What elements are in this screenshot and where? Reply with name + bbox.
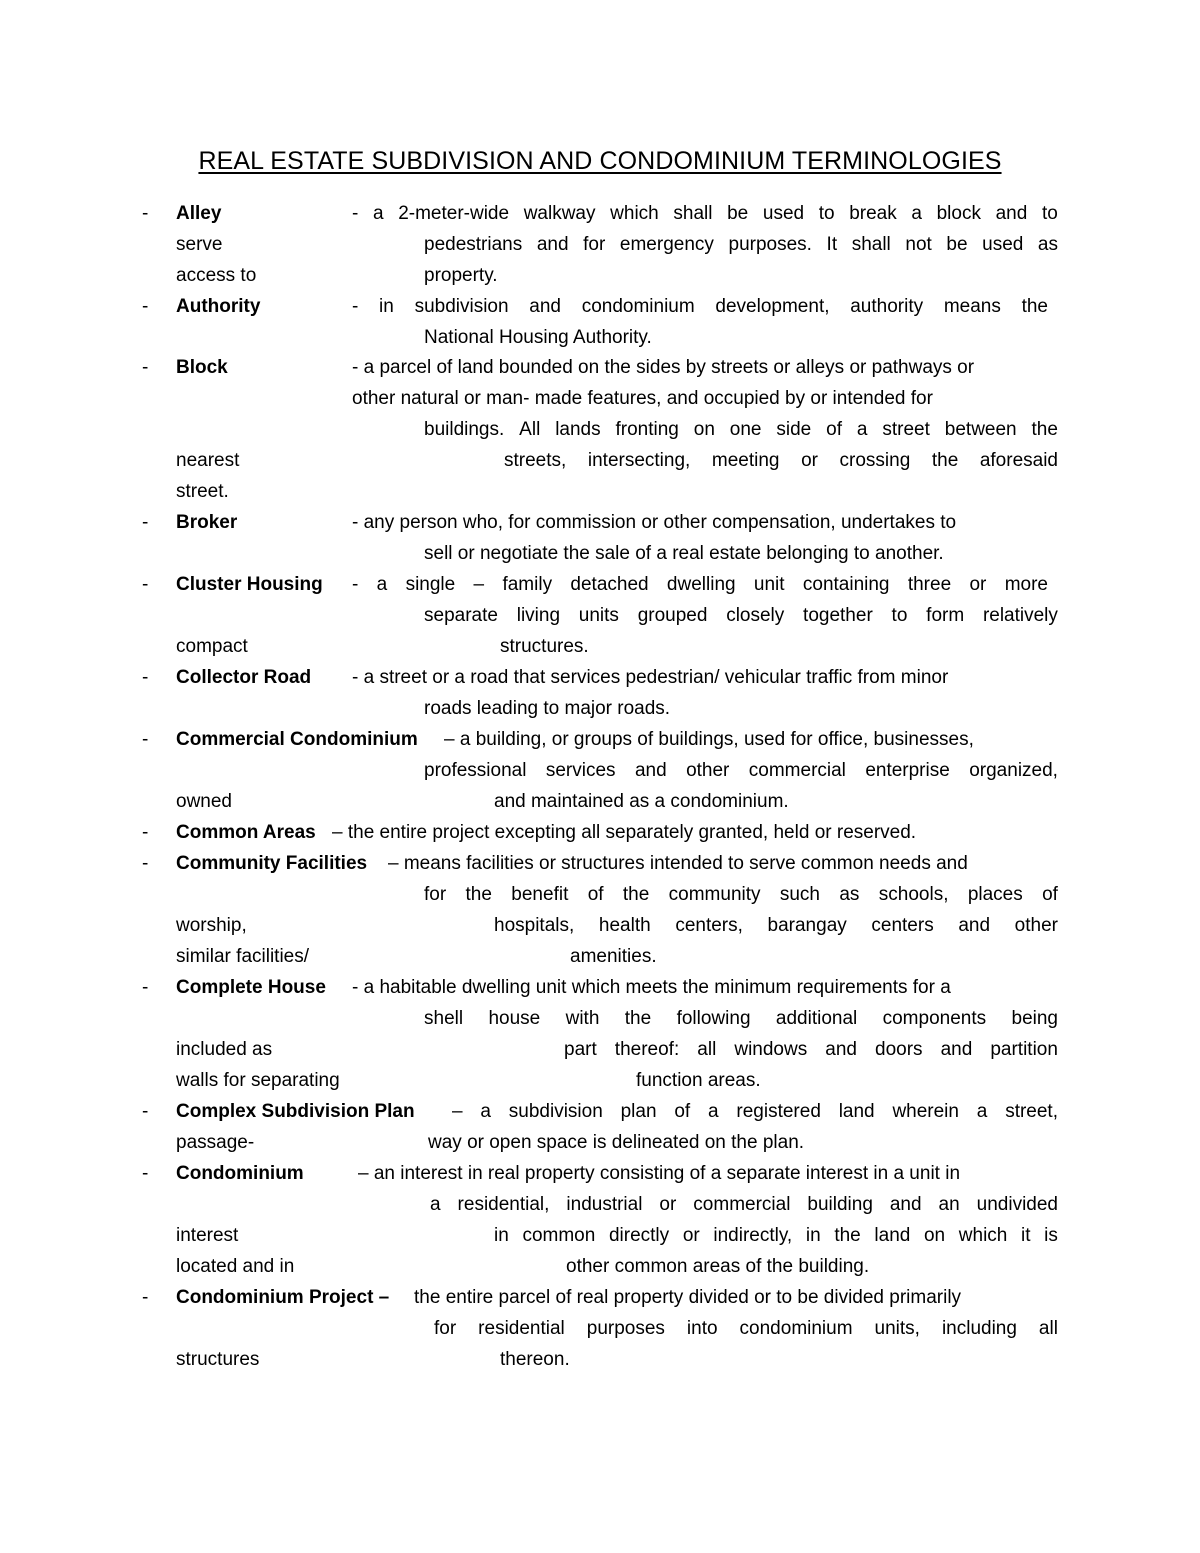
- definition-line: other natural or man- made features, and occupied by or intended for: [352, 388, 933, 409]
- definition-line: buildings. All lands fronting on one side of a street between the: [424, 419, 1058, 440]
- bullet-dash: -: [142, 853, 149, 874]
- definition-line: nearest: [176, 450, 240, 471]
- definition-line: professional services and other commercial enterprise organized,: [424, 760, 1058, 781]
- page-title: REAL ESTATE SUBDIVISION AND CONDOMINIUM TERMINOLOGIES: [198, 147, 1002, 175]
- bullet-dash: -: [142, 1101, 149, 1122]
- bullet-dash: -: [142, 822, 149, 843]
- definition-line: and maintained as a condominium.: [494, 791, 789, 812]
- term: Complex Subdivision Plan: [176, 1101, 415, 1122]
- definition-line: – a building, or groups of buildings, used for office, businesses,: [444, 729, 974, 750]
- bullet-dash: -: [142, 512, 149, 533]
- definition-line: – a subdivision plan of a registered land wherein a street,: [452, 1101, 1058, 1122]
- definition-line: passage-: [176, 1132, 255, 1153]
- definition-line: - a parcel of land bounded on the sides by streets or alleys or pathways or: [352, 357, 975, 378]
- term: Condominium Project –: [176, 1287, 390, 1308]
- definition-line: pedestrians and for emergency purposes. It shall not be used as: [424, 234, 1058, 255]
- definition-line: part thereof: all windows and doors and partition: [564, 1039, 1058, 1060]
- definition-line: structures.: [500, 636, 589, 657]
- definition-line: amenities.: [570, 946, 657, 967]
- definition-line: the entire parcel of real property divided or to be divided primarily: [414, 1287, 962, 1308]
- definition-line: - a street or a road that services pedestrian/ vehicular traffic from minor: [352, 667, 949, 688]
- definition-line: structures: [176, 1349, 260, 1370]
- definition-line: access to: [176, 265, 257, 286]
- definition-line: - any person who, for commission or other compensation, undertakes to: [352, 512, 957, 533]
- definition-line: similar facilities/: [176, 946, 310, 967]
- term: Collector Road: [176, 667, 312, 688]
- definition-line: sell or negotiate the sale of a real estate belonging to another.: [424, 543, 944, 564]
- definition-line: – an interest in real property consisting of a separate interest in a unit in: [358, 1163, 961, 1184]
- bullet-dash: -: [142, 1163, 149, 1184]
- definition-line: – the entire project excepting all separately granted, held or reserved.: [332, 822, 917, 843]
- term: Broker: [176, 512, 238, 533]
- definition-line: National Housing Authority.: [424, 327, 652, 348]
- bullet-dash: -: [142, 203, 149, 224]
- bullet-dash: -: [142, 977, 149, 998]
- bullet-dash: -: [142, 729, 149, 750]
- definition-line: in common directly or indirectly, in the land on which it is: [494, 1225, 1058, 1246]
- definition-line: interest: [176, 1225, 239, 1246]
- term: Common Areas: [176, 822, 316, 843]
- bullet-dash: -: [142, 296, 149, 317]
- term: Condominium: [176, 1163, 304, 1184]
- definition-line: - a 2-meter-wide walkway which shall be used to break a block and to: [352, 203, 1058, 224]
- definition-line: other common areas of the building.: [566, 1256, 870, 1277]
- bullet-dash: -: [142, 574, 149, 595]
- definition-line: - a habitable dwelling unit which meets the minimum requirements for a: [352, 977, 951, 998]
- definition-line: way or open space is delineated on the plan.: [428, 1132, 805, 1153]
- definition-line: separate living units grouped closely together to form relatively: [424, 605, 1058, 626]
- term: Block: [176, 357, 228, 378]
- definition-line: included as: [176, 1039, 273, 1060]
- bullet-dash: -: [142, 1287, 149, 1308]
- definition-line: – means facilities or structures intended to serve common needs and: [388, 853, 968, 874]
- definition-line: owned: [176, 791, 232, 812]
- term: Community Facilities: [176, 853, 368, 874]
- term: Commercial Condominium: [176, 729, 418, 750]
- bullet-dash: -: [142, 357, 149, 378]
- definition-line: function areas.: [636, 1070, 761, 1091]
- term: Cluster Housing: [176, 574, 323, 595]
- definition-line: roads leading to major roads.: [424, 698, 671, 719]
- definition-line: - a single – family detached dwelling unit containing three or more: [352, 574, 1048, 595]
- definition-line: for the benefit of the community such as schools, places of: [424, 884, 1058, 905]
- definition-line: street.: [176, 481, 229, 502]
- definition-line: walls for separating: [176, 1070, 340, 1091]
- definition-line: for residential purposes into condominium units, including all: [434, 1318, 1058, 1339]
- definition-line: serve: [176, 234, 223, 255]
- term: Authority: [176, 296, 261, 317]
- definition-line: shell house with the following additional components being: [424, 1008, 1058, 1029]
- definition-line: a residential, industrial or commercial building and an undivided: [430, 1194, 1058, 1215]
- definition-line: thereon.: [500, 1349, 570, 1370]
- definition-line: - in subdivision and condominium development, authority means the: [352, 296, 1048, 317]
- bullet-dash: -: [142, 667, 149, 688]
- definition-line: property.: [424, 265, 498, 286]
- term: Complete House: [176, 977, 326, 998]
- definition-line: hospitals, health centers, barangay centers and other: [494, 915, 1058, 936]
- definition-line: worship,: [176, 915, 247, 936]
- definition-line: compact: [176, 636, 248, 657]
- definition-line: streets, intersecting, meeting or crossing the aforesaid: [504, 450, 1058, 471]
- definition-line: located and in: [176, 1256, 295, 1277]
- term: Alley: [176, 203, 222, 224]
